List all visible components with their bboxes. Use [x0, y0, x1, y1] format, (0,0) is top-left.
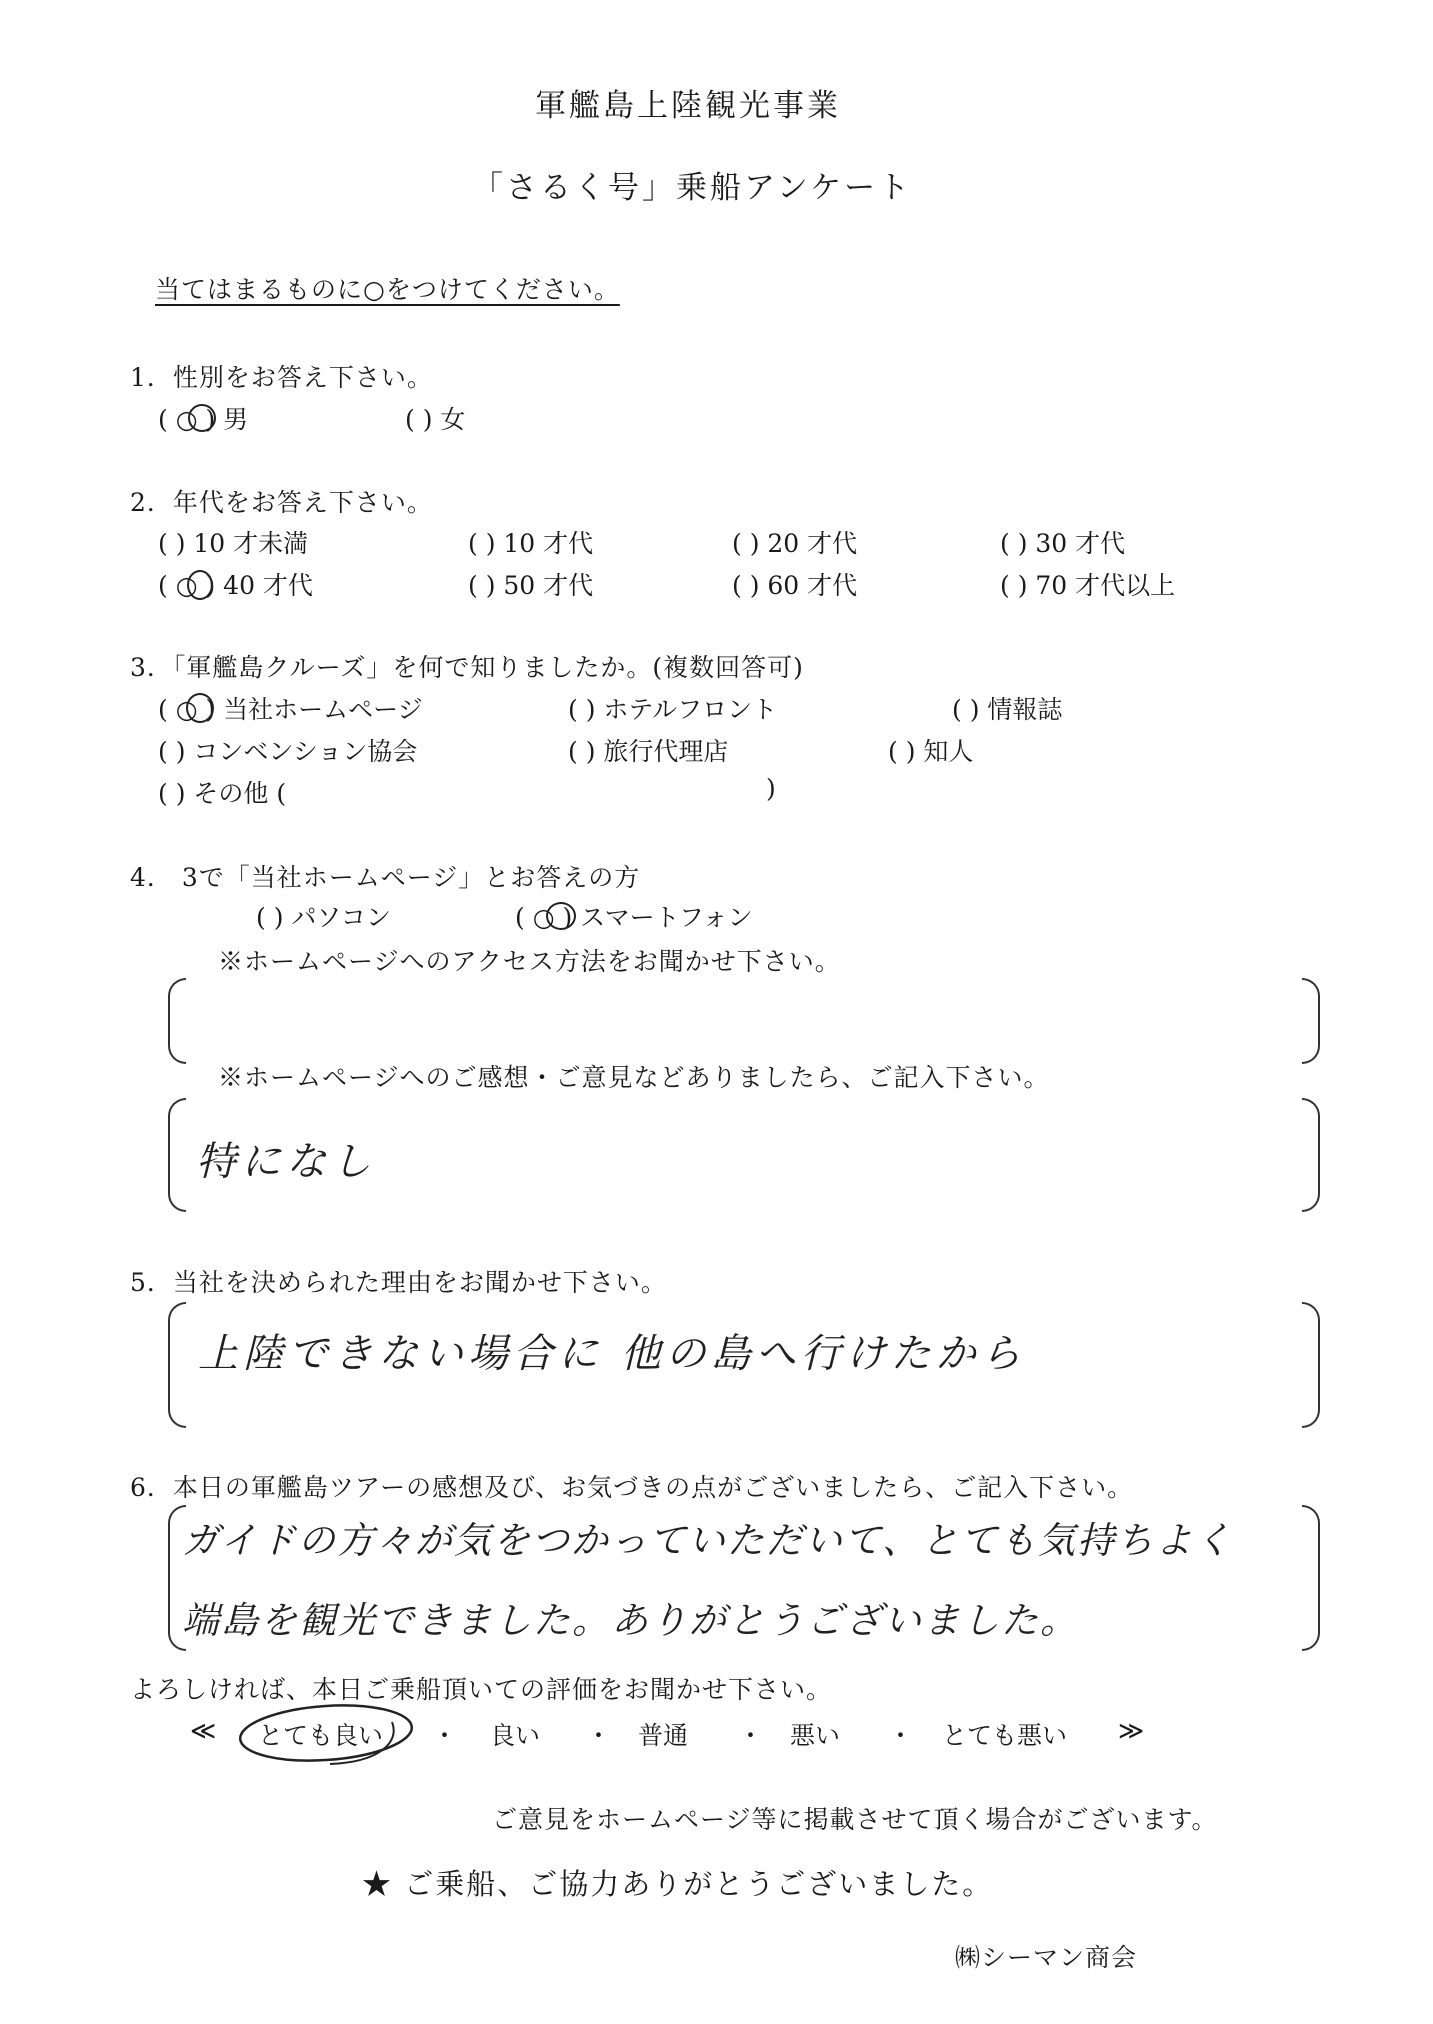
rating-sep: ・	[432, 1721, 458, 1750]
q2-option-10s[interactable]: ( ) 10 才代	[468, 529, 594, 558]
q4-opinion-answer[interactable]: 特になし	[196, 1139, 376, 1185]
instruction-text: 当てはまるものに○をつけてください。	[155, 275, 620, 304]
q2-option-70plus[interactable]: ( ) 70 才代以上	[1000, 571, 1176, 600]
rating-option-bad[interactable]: 悪い	[790, 1721, 841, 1750]
q3-option-magazine[interactable]: ( ) 情報誌	[952, 695, 1063, 724]
q3-other-close-paren: )	[766, 774, 776, 803]
q3-homepage-circle-mark	[186, 693, 214, 723]
q2-question: 2．年代をお答え下さい。	[130, 488, 433, 517]
q3-option-hotel-front[interactable]: ( ) ホテルフロント	[568, 695, 778, 724]
q2-option-40s[interactable]: ( ○ ) 40 才代	[158, 571, 313, 600]
q4-note-access: ※ホームページへのアクセス方法をお聞かせ下さい。	[218, 947, 841, 976]
company-name: ㈱シーマン商会	[955, 1943, 1138, 1972]
q5-question: 5．当社を決められた理由をお聞かせ下さい。	[130, 1268, 667, 1297]
q1-option-male[interactable]: ( ○ ) 男	[158, 405, 249, 434]
q2-option-20s[interactable]: ( ) 20 才代	[732, 529, 858, 558]
q6-question: 6．本日の軍艦島ツアーの感想及び、お気づきの点がございましたら、ご記入下さい。	[130, 1473, 1134, 1502]
q1-option-female[interactable]: ( ) 女	[405, 405, 466, 434]
rating-sep: ・	[888, 1721, 914, 1750]
rating-prompt: よろしければ、本日ご乗船頂いての評価をお聞かせ下さい。	[130, 1675, 833, 1704]
q3-option-homepage[interactable]: ( ○ ) 当社ホームページ	[158, 695, 423, 724]
q6-answer-line1[interactable]: ガイドの方々が気をつかっていただいて、とても気持ちよく	[182, 1519, 1234, 1562]
q4-option-smartphone[interactable]: ( ○ ) スマートフォン	[515, 903, 753, 932]
q1-question: 1．性別をお答え下さい。	[130, 363, 433, 392]
q6-answer-line2[interactable]: 端島を観光できました。ありがとうございました。	[182, 1599, 1079, 1642]
q3-question: 3．「軍艦島クルーズ」を何で知りましたか。(複数回答可)	[130, 653, 804, 682]
rating-option-very-good[interactable]: とても良い	[258, 1721, 384, 1750]
q3-option-convention[interactable]: ( ) コンベンション協会	[158, 737, 418, 766]
q2-option-60s[interactable]: ( ) 60 才代	[732, 571, 858, 600]
q2-option-30s[interactable]: ( ) 30 才代	[1000, 529, 1126, 558]
rating-sep: ・	[586, 1721, 612, 1750]
q4-note-opinion: ※ホームページへのご感想・ご意見などありましたら、ご記入下さい。	[218, 1063, 1050, 1092]
q2-option-50s[interactable]: ( ) 50 才代	[468, 571, 594, 600]
publish-note: ご意見をホームページ等に掲載させて頂く場合がございます。	[492, 1805, 1218, 1834]
page-subtitle: 「さるく号」乗船アンケート	[472, 170, 913, 206]
q4-question: 4． 3で「当社ホームページ」とお答えの方	[130, 863, 641, 892]
q4-option-pc[interactable]: ( ) パソコン	[256, 903, 391, 932]
q2-40s-circle-mark	[187, 570, 213, 600]
rating-open-mark: ≪	[190, 1716, 217, 1745]
rating-option-very-bad[interactable]: とても悪い	[942, 1721, 1068, 1750]
thanks-message: ★ ご乗船、ご協力ありがとうございました。	[362, 1867, 994, 1901]
page-title: 軍艦島上陸観光事業	[535, 88, 841, 124]
q3-option-travel-agency[interactable]: ( ) 旅行代理店	[568, 737, 729, 766]
q3-option-other[interactable]: ( ) その他 (	[158, 779, 287, 808]
rating-close-mark: ≫	[1118, 1716, 1145, 1745]
rating-sep: ・	[738, 1721, 764, 1750]
rating-option-average[interactable]: 普通	[638, 1721, 689, 1750]
q2-option-under10[interactable]: ( ) 10 才未満	[158, 529, 309, 558]
q1-male-circle-mark	[188, 404, 216, 432]
q5-answer[interactable]: 上陸できない場合に 他の島へ行けたから	[198, 1331, 1026, 1377]
q3-option-acquaintance[interactable]: ( ) 知人	[888, 737, 974, 766]
rating-option-good[interactable]: 良い	[490, 1721, 541, 1750]
q4-smartphone-circle-mark	[546, 902, 576, 930]
